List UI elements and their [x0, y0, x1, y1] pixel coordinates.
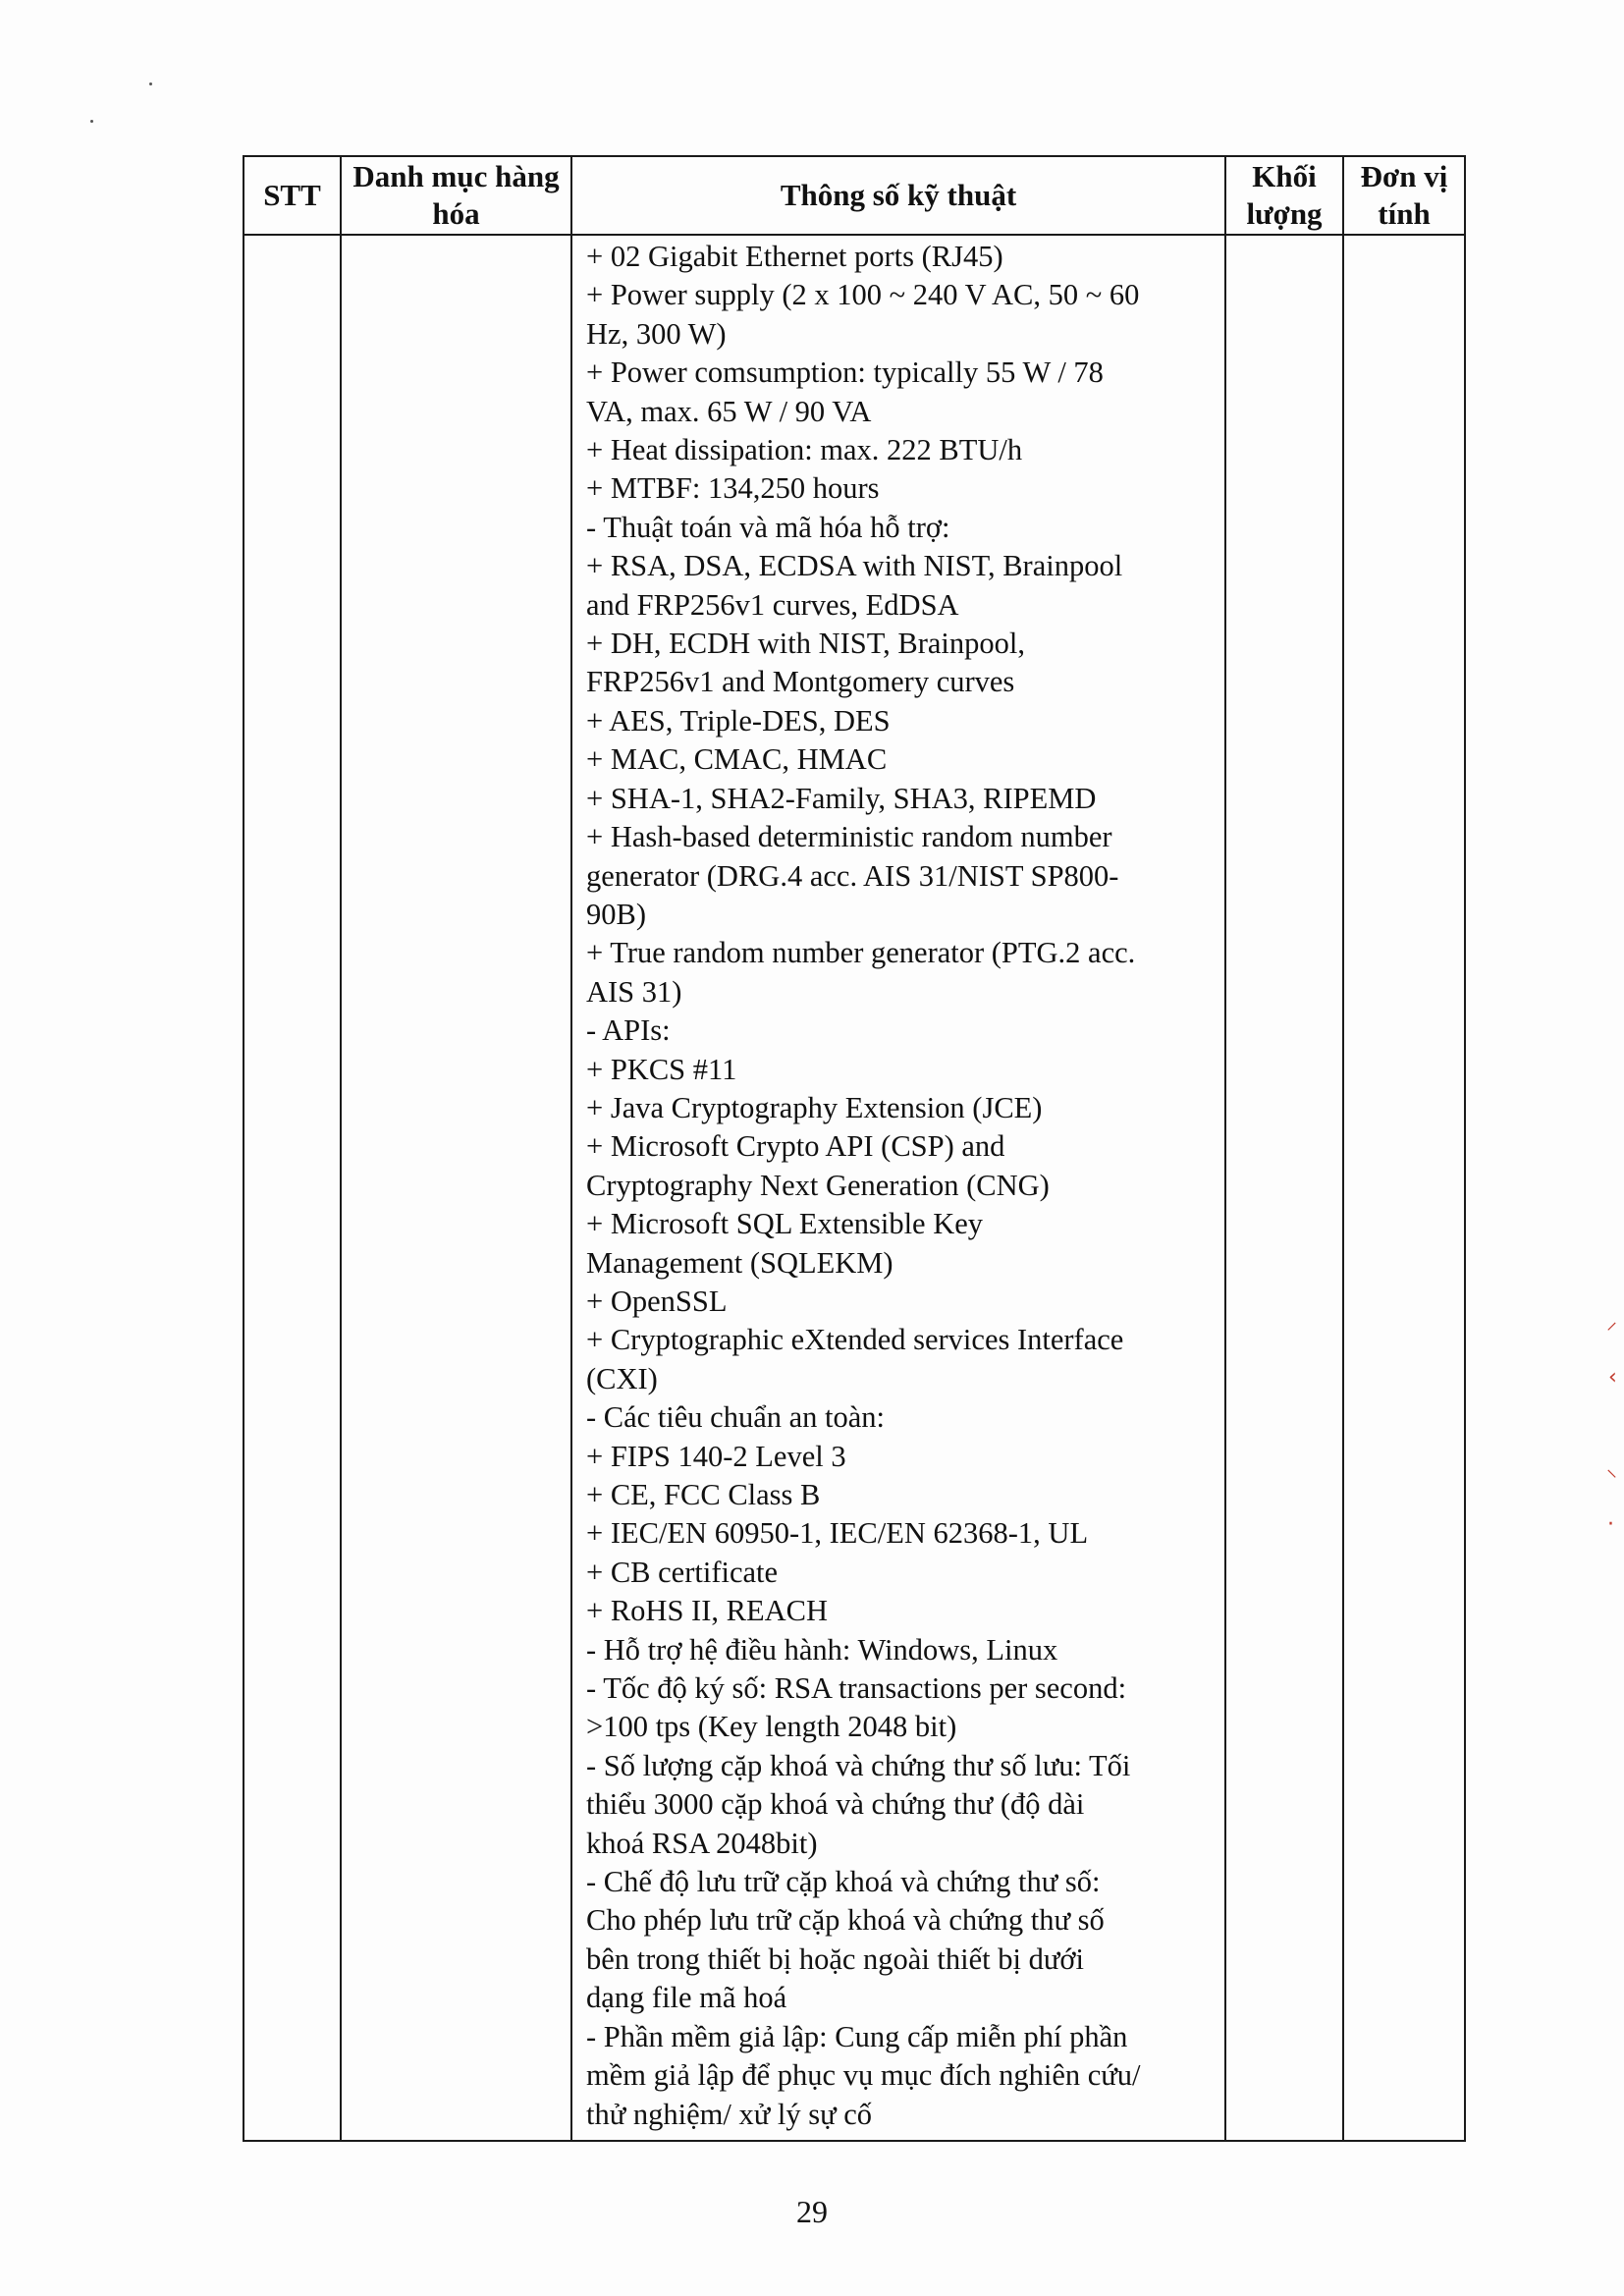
spec-line: and FRP256v1 curves, EdDSA — [586, 587, 959, 622]
stamp-edge-mark: ‹ — [1608, 1365, 1617, 1390]
spec-line: + PKCS #11 — [586, 1052, 737, 1086]
spec-lines — [572, 236, 1224, 2140]
spec-table — [243, 155, 1466, 2142]
header-quantity: Khối lượng — [1225, 156, 1343, 235]
spec-line: + CB certificate — [586, 1555, 779, 1589]
spec-line: Cho phép lưu trữ cặp khoá và chứng thư số — [586, 1903, 1105, 1938]
spec-line: + DH, ECDH with NIST, Brainpool, — [586, 627, 1026, 661]
header-item-name: Danh mục hàng hóa — [341, 156, 571, 235]
spec-line: (CXI) — [586, 1361, 658, 1395]
header-stt: STT — [244, 156, 341, 235]
spec-line: - Phần mềm giả lập: Cung cấp miễn phí phần — [586, 2019, 1128, 2053]
spec-line: Management (SQLEKM) — [586, 1245, 893, 1280]
stamp-edge-mark: ⸝ — [1606, 1310, 1618, 1335]
spec-line: generator (DRG.4 acc. AIS 31/NIST SP800- — [586, 858, 1119, 893]
spec-line: dạng file mã hoá — [586, 1981, 787, 2015]
header-unit: Đơn vị tính — [1343, 156, 1465, 235]
table-row — [244, 235, 1465, 2141]
spec-line: + IEC/EN 60950-1, IEC/EN 62368-1, UL — [586, 1516, 1089, 1551]
spec-line: - Các tiêu chuẩn an toàn: — [586, 1400, 886, 1435]
spec-line: - Hỗ trợ hệ điều hành: Windows, Linux — [586, 1632, 1058, 1667]
spec-line: Cryptography Next Generation (CNG) — [586, 1168, 1050, 1202]
spec-line: - Thuật toán và mã hóa hỗ trợ: — [586, 510, 950, 544]
spec-line: + Power supply (2 x 100 ~ 240 V AC, 50 ~ 60 — [586, 278, 1140, 312]
spec-line: - Chế độ lưu trữ cặp khoá và chứng thư số: — [586, 1865, 1101, 1899]
spec-line: + Heat dissipation: max. 222 BTU/h — [586, 433, 1023, 467]
spec-line: + True random number generator (PTG.2 acc. — [586, 936, 1136, 970]
spec-line: VA, max. 65 W / 90 VA — [586, 394, 872, 428]
spec-line: + FIPS 140-2 Level 3 — [586, 1439, 846, 1473]
header-technical-specs: Thông số kỹ thuật — [571, 156, 1225, 235]
spec-line: + Java Cryptography Extension (JCE) — [586, 1090, 1043, 1124]
spec-line: + RoHS II, REACH — [586, 1594, 828, 1628]
spec-line: - Số lượng cặp khoá và chứng thư số lưu: Tối — [586, 1748, 1131, 1782]
cell-item-name — [341, 235, 571, 2141]
spec-line: Hz, 300 W) — [586, 316, 727, 351]
stamp-edge-mark: · — [1607, 1512, 1614, 1537]
spec-line: + MAC, CMAC, HMAC — [586, 742, 888, 777]
spec-line: + 02 Gigabit Ethernet ports (RJ45) — [586, 240, 1003, 273]
scan-speck — [149, 82, 152, 85]
cell-unit — [1343, 235, 1465, 2141]
spec-line: khoá RSA 2048bit) — [586, 1826, 818, 1860]
spec-line: thử nghiệm/ xử lý sự cố — [586, 2097, 873, 2131]
spec-line: bên trong thiết bị hoặc ngoài thiết bị dưới — [586, 1941, 1085, 1976]
table-header-row — [244, 156, 1465, 235]
spec-line: thiểu 3000 cặp khoá và chứng thư (độ dài — [586, 1787, 1085, 1822]
spec-line: 90B) — [586, 897, 646, 931]
spec-line: + MTBF: 134,250 hours — [586, 471, 880, 506]
spec-line: FRP256v1 and Montgomery curves — [586, 665, 1015, 699]
spec-line: + CE, FCC Class B — [586, 1478, 821, 1511]
spec-line: + RSA, DSA, ECDSA with NIST, Brainpool — [586, 549, 1123, 583]
scan-speck — [90, 120, 93, 123]
page-number: 29 — [796, 2194, 828, 2229]
spec-line: AIS 31) — [586, 974, 682, 1009]
spec-line: + Power comsumption: typically 55 W / 78 — [586, 355, 1104, 390]
stamp-edge-mark: ⸜ — [1606, 1457, 1618, 1482]
cell-stt — [244, 235, 341, 2141]
spec-line: - APIs: — [586, 1013, 671, 1048]
spec-line: + Hash-based deterministic random number — [586, 820, 1112, 854]
spec-line: mềm giả lập để phục vụ mục đích nghiên cứu/ — [586, 2058, 1141, 2093]
cell-technical-specs — [571, 235, 1225, 2141]
cell-quantity — [1225, 235, 1343, 2141]
spec-line: + Cryptographic eXtended services Interface — [586, 1323, 1124, 1357]
spec-line: + Microsoft Crypto API (CSP) and — [586, 1129, 1005, 1164]
spec-line: - Tốc độ ký số: RSA transactions per second: — [586, 1671, 1127, 1706]
spec-line: + AES, Triple-DES, DES — [586, 703, 891, 738]
spec-line: >100 tps (Key length 2048 bit) — [586, 1710, 957, 1744]
spec-line: + Microsoft SQL Extensible Key — [586, 1207, 984, 1241]
spec-line: + SHA-1, SHA2-Family, SHA3, RIPEMD — [586, 781, 1097, 815]
spec-line: + OpenSSL — [586, 1284, 728, 1318]
